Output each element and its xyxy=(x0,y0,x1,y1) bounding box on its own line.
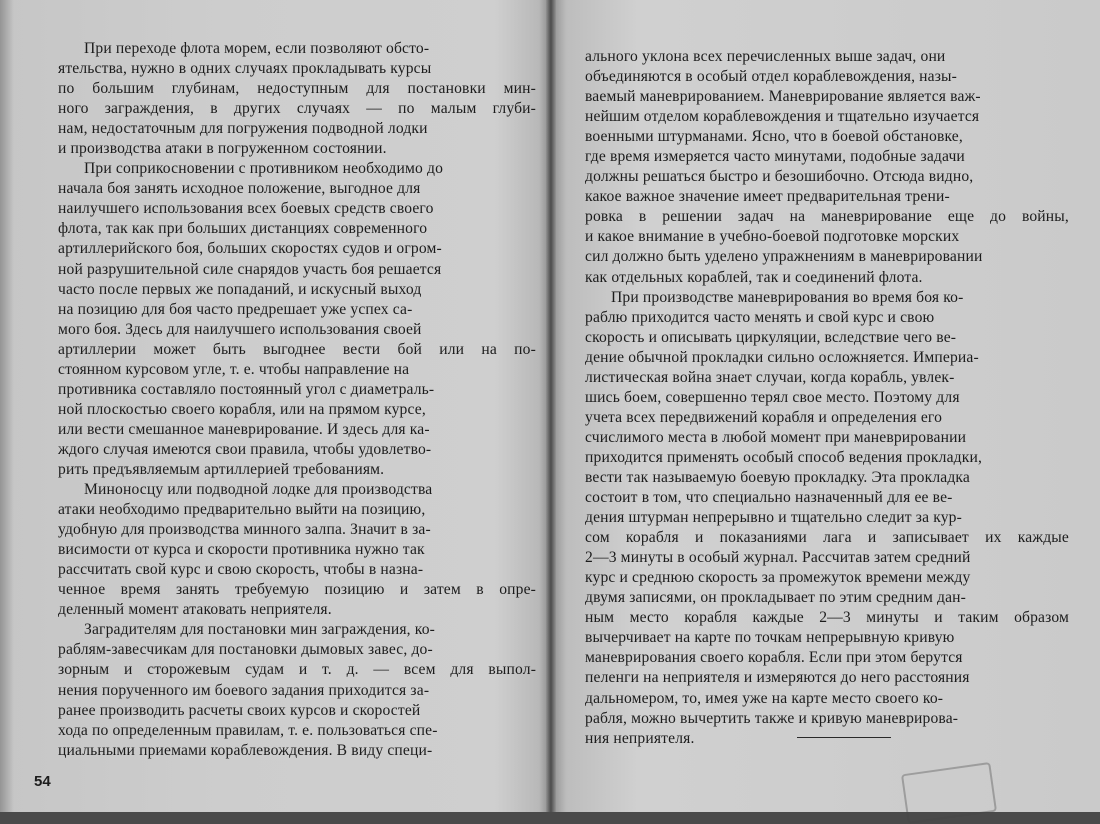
text-line: маневрирования своего корабля. Если при этом берутся xyxy=(585,649,963,667)
text-line: пеленги на неприятеля и измеряются до него расстояния xyxy=(585,669,970,687)
text-line: хода по определенным правилам, т. е. пользоваться спе- xyxy=(58,721,438,739)
left-page xyxy=(0,0,548,812)
text-line: курс и среднюю скорость за промежуток времени между xyxy=(585,569,971,587)
text-line: противника составляло постоянный угол с диаметраль- xyxy=(58,380,435,398)
text-line: двумя записями, он прокладывает по этим средним дан- xyxy=(585,589,967,607)
text-line: циальными приемами кораблевождения. В виду специ- xyxy=(58,741,433,759)
text-line: При переходе флота морем, если позволяют обсто- xyxy=(84,40,430,57)
text-line: дение обычной прокладки сильно осложняется. Империа- xyxy=(585,348,979,366)
text-line: листическая война знает случаи, когда корабль, увлек- xyxy=(585,368,955,386)
text-line: ния неприятеля. xyxy=(585,729,695,747)
section-end-rule xyxy=(797,737,891,738)
text-line: военными штурманами. Ясно, что в боевой обстановке, xyxy=(585,128,963,146)
text-line: как отдельных кораблей, так и соединений флота. xyxy=(585,268,923,286)
text-line: ждого случая имеются свои правила, чтобы удовлетво- xyxy=(58,440,432,458)
right-page-text xyxy=(585,47,1069,749)
text-line: ченное время занять требуемую позицию и затем в опре- xyxy=(58,581,537,599)
text-line: нам, недостаточным для погружения подводной лодки xyxy=(58,120,428,138)
text-line: зорным и сторожевым судам и т. д. — всем для выпол- xyxy=(58,661,537,679)
text-line: шись боем, совершенно терял свое место. Поэтому для xyxy=(585,388,960,406)
text-line: или вести смешанное маневрирование. И здесь для ка- xyxy=(58,420,430,438)
text-line: какое важное значение имеет предварительная трени- xyxy=(585,188,950,206)
text-line: При производстве маневрирования во время боя ко- xyxy=(611,288,964,306)
text-line: ной плоскостью своего корабля, или на прямом курсе, xyxy=(58,400,426,418)
text-line: артиллерийского боя, больших скоростях судов и огром- xyxy=(58,240,442,258)
text-line: состоит в том, что специально назначенный для ее ве- xyxy=(585,489,953,507)
text-line: 2—3 минуты в особый журнал. Рассчитав затем средний xyxy=(585,549,971,567)
text-line: по большим глубинам, недоступным для постановки мин- xyxy=(58,80,536,98)
text-line: где время измеряется часто минутами, подобные задачи xyxy=(585,148,965,166)
text-line: мого боя. Здесь для наилучшего использования своей xyxy=(58,320,422,338)
text-line: раблю приходится часто менять и свой курс и свою xyxy=(585,308,935,326)
text-line: висимости от курса и скорости противника нужно так xyxy=(58,541,425,559)
text-line: и производства атаки в погруженном состоянии. xyxy=(58,140,387,158)
text-line: ного заграждения, в других случаях — по малым глуби- xyxy=(58,100,536,118)
text-line: приходится применять особый способ ведения прокладки, xyxy=(585,448,983,466)
text-line: должны решаться быстро и безошибочно. Отсюда видно, xyxy=(585,168,974,186)
text-line: стоянном курсовом угле, т. е. чтобы направление на xyxy=(58,360,410,378)
page-number: 54 xyxy=(34,773,51,790)
text-line: ального уклона всех перечисленных выше задач, они xyxy=(585,48,946,65)
left-page-text xyxy=(58,39,536,761)
text-line: Заградителям для постановки мин заграждения, ко- xyxy=(84,621,435,639)
text-line: часто после первых же попаданий, и искусный выход xyxy=(58,280,422,298)
text-line: деленный момент атаковать неприятеля. xyxy=(58,601,332,619)
text-line: наилучшего использования всех боевых средств своего xyxy=(58,200,434,218)
text-line: артиллерии может быть выгоднее вести бой или на по- xyxy=(58,340,536,358)
text-line: ным место корабля каждые 2—3 минуты и таким образом xyxy=(585,609,1070,627)
text-line: рассчитать свой курс и свою скорость, чтобы в назна- xyxy=(58,561,424,579)
text-line: объединяются в особый отдел кораблевождения, назы- xyxy=(585,68,958,86)
text-line: ваемый маневрированием. Маневрирование является важ- xyxy=(585,88,981,106)
text-line: учета всех передвижений корабля и определения его xyxy=(585,408,943,426)
text-line: рить предъявляемым артиллерией требованиям. xyxy=(58,460,385,478)
text-line: и какое внимание в учебно-боевой подготовке морских xyxy=(585,228,960,246)
text-line: скорость и описывать циркуляции, вследствие чего ве- xyxy=(585,328,957,346)
text-line: ятельства, нужно в одних случаях прокладывать курсы xyxy=(58,60,432,78)
text-line: дения штурман непрерывно и тщательно следит за кур- xyxy=(585,509,962,527)
text-line: нейшим отделом кораблевождения и тщательно изучается xyxy=(585,108,980,126)
text-line: начала боя занять исходное положение, выгодное для xyxy=(58,180,421,198)
text-line: нения порученного им боевого задания приходится за- xyxy=(58,681,430,699)
text-line: на позицию для боя часто предрешает уже успех са- xyxy=(58,300,413,318)
text-line: ровка в решении задач на маневрирование еще до войны, xyxy=(585,208,1069,226)
text-line: сом корабля и показаниями лага и записывает их каждые xyxy=(585,529,1069,547)
text-line: счислимого места в любой момент при маневрировании xyxy=(585,428,967,446)
text-line: При соприкосновении с противником необходимо до xyxy=(84,160,444,178)
library-stamp xyxy=(901,762,997,824)
text-line: удобную для производства минного залпа. Значит в за- xyxy=(58,521,431,539)
text-line: раблям-завесчикам для постановки дымовых завес, до- xyxy=(58,641,433,659)
right-page xyxy=(552,0,1100,812)
text-line: вести так называемую боевую прокладку. Эта прокладка xyxy=(585,468,970,486)
text-line: ранее производить расчеты своих курсов и скоростей xyxy=(58,701,421,719)
text-line: атаки необходимо предварительно выйти на позицию, xyxy=(58,501,426,519)
text-line: ной разрушительной силе снарядов участь боя решается xyxy=(58,260,442,278)
text-line: Миноносцу или подводной лодке для производства xyxy=(84,481,433,499)
text-line: рабля, можно вычертить также и кривую маневрирова- xyxy=(585,709,959,727)
text-line: флота, так как при больших дистанциях современного xyxy=(58,220,428,238)
text-line: дальномером, то, имея уже на карте место своего ко- xyxy=(585,689,944,707)
text-line: вычерчивает на карте по точкам непрерывную кривую xyxy=(585,629,955,647)
text-line: сил должно быть уделено упражнениям в маневрировании xyxy=(585,248,983,266)
